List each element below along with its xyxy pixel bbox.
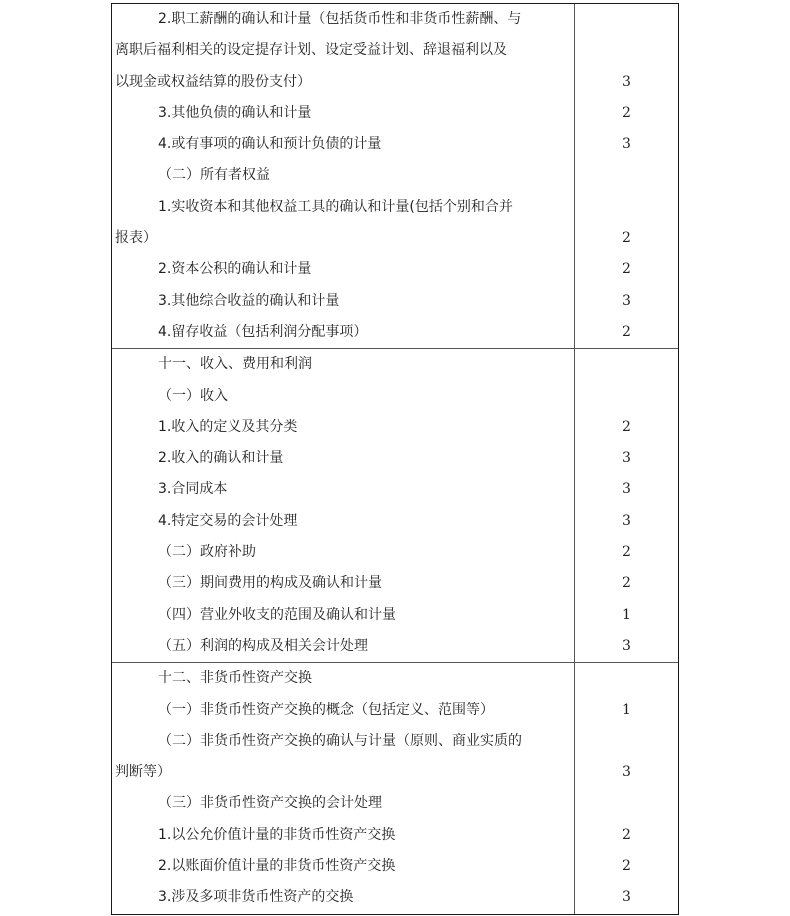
subheading-line: （四）营业外收支的范围及确认和计量 bbox=[158, 606, 396, 623]
subheading-line: （二）所有者权益 bbox=[158, 167, 270, 184]
content-column bbox=[112, 663, 575, 913]
score-value bbox=[575, 788, 678, 819]
score-value: 1 bbox=[622, 701, 631, 718]
score-value: 2 bbox=[622, 418, 631, 435]
score-value: 3 bbox=[622, 73, 631, 90]
item-line: 3.涉及多项非货币性资产的交换 bbox=[158, 889, 354, 906]
subheading-line: 判断等） bbox=[115, 764, 171, 781]
score-blank bbox=[575, 4, 678, 35]
score-blank bbox=[575, 192, 678, 223]
item-line: 1.以公允价值计量的非货币性资产交换 bbox=[158, 826, 396, 843]
item-line: 3.其他负债的确认和计量 bbox=[158, 104, 312, 121]
score-value: 3 bbox=[622, 136, 631, 153]
score-value: 2 bbox=[622, 826, 631, 843]
score-blank bbox=[575, 35, 678, 66]
content-column bbox=[112, 4, 575, 348]
item-line: 4.特定交易的会计处理 bbox=[158, 512, 298, 529]
score-value: 3 bbox=[622, 889, 631, 906]
content-column bbox=[112, 349, 575, 662]
item-line: 2.以账面价值计量的非货币性资产交换 bbox=[158, 858, 396, 875]
item-line: 报表） bbox=[115, 230, 157, 247]
score-blank bbox=[575, 726, 678, 757]
score-value: 2 bbox=[622, 261, 631, 278]
item-line: 2.职工薪酬的确认和计量（包括货币性和非货币性薪酬、与 bbox=[158, 11, 522, 27]
score-value: 2 bbox=[622, 104, 631, 121]
score-value: 1 bbox=[622, 606, 631, 623]
score-value bbox=[575, 663, 678, 694]
item-line: 离职后福利相关的设定提存计划、设定受益计划、辞退福利以及 bbox=[115, 42, 507, 59]
item-line: 2.资本公积的确认和计量 bbox=[158, 261, 312, 278]
score-column bbox=[575, 4, 678, 348]
subheading-line: （三）期间费用的构成及确认和计量 bbox=[158, 575, 382, 592]
score-value: 2 bbox=[622, 544, 631, 561]
subheading-line: （五）利润的构成及相关会计处理 bbox=[158, 637, 368, 654]
item-line: 4.留存收益（包括利润分配事项） bbox=[158, 323, 368, 340]
score-value: 3 bbox=[622, 481, 631, 498]
item-line: 3.合同成本 bbox=[158, 481, 228, 498]
item-line: 以现金或权益结算的股份支付） bbox=[115, 73, 311, 90]
score-value: 3 bbox=[622, 764, 631, 781]
syllabus-table bbox=[111, 3, 679, 915]
section-liabilities-equity bbox=[112, 4, 678, 348]
score-column bbox=[575, 663, 678, 913]
subheading-line: （三）非货币性资产交换的会计处理 bbox=[158, 795, 382, 812]
score-value: 2 bbox=[622, 230, 631, 247]
score-value: 3 bbox=[622, 450, 631, 467]
item-line: 1.收入的定义及其分类 bbox=[158, 418, 298, 435]
score-value: 3 bbox=[622, 512, 631, 529]
item-line: 4.或有事项的确认和预计负债的计量 bbox=[158, 136, 382, 153]
subheading-line: （一）非货币性资产交换的概念（包括定义、范围等） bbox=[158, 701, 494, 718]
item-line: 3.其他综合收益的确认和计量 bbox=[158, 292, 340, 309]
score-value bbox=[575, 381, 678, 412]
score-value: 2 bbox=[622, 575, 631, 592]
item-line: 2.收入的确认和计量 bbox=[158, 450, 284, 467]
section-revenue-expenses-profit bbox=[112, 348, 678, 662]
chapter-heading: 十二、非货币性资产交换 bbox=[158, 670, 312, 687]
item-line: 1.实收资本和其他权益工具的确认和计量(包括个别和合并 bbox=[158, 198, 513, 215]
score-value: 2 bbox=[622, 858, 631, 875]
score-value bbox=[575, 160, 678, 191]
score-value: 3 bbox=[622, 637, 631, 654]
score-value bbox=[575, 349, 678, 380]
subheading-line: （一）收入 bbox=[158, 387, 228, 404]
score-value: 3 bbox=[622, 292, 631, 309]
chapter-heading: 十一、收入、费用和利润 bbox=[158, 356, 312, 373]
score-value: 2 bbox=[622, 323, 631, 340]
subheading-line: （二）政府补助 bbox=[158, 544, 256, 561]
section-nonmonetary-asset-exchange bbox=[112, 662, 678, 913]
subheading-line: （二）非货币性资产交换的确认与计量（原则、商业实质的 bbox=[158, 732, 522, 749]
score-column bbox=[575, 349, 678, 662]
